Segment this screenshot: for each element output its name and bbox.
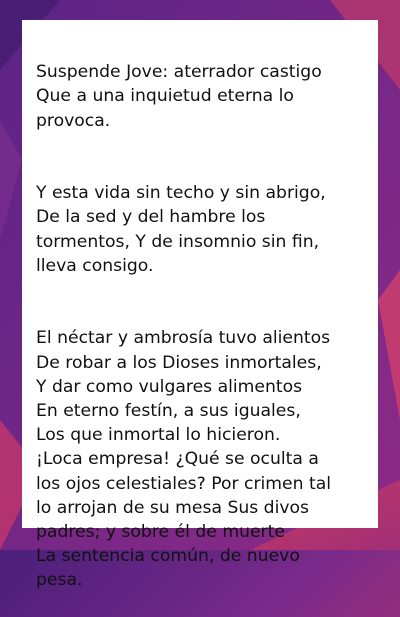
poem-stanza-3: El néctar y ambrosía tuvo alientos De robar a los Dioses inmortales, Y dar como vulgares alimentos En eterno festín, a sus iguales, Los que inmortal lo hicieron. ¡Loca empresa! ¿Qué se oculta a los ojos celestiales? Por crimen tal lo arrojan de su mesa Sus divos padres; y sobre él de muerte La sentencia común, de nuevo pesa. [36,328,332,591]
poem-stanza-1: Suspende Jove: aterrador castigo Que a una inquietud eterna lo provoca. [36,62,322,131]
poem-card [22,20,378,591]
poem-text [36,36,368,617]
poem-stanza-2: Y esta vida sin techo y sin abrigo, De la sed y del hambre los tormentos, Y de insomnio sin fin, lleva consigo. [36,183,326,276]
